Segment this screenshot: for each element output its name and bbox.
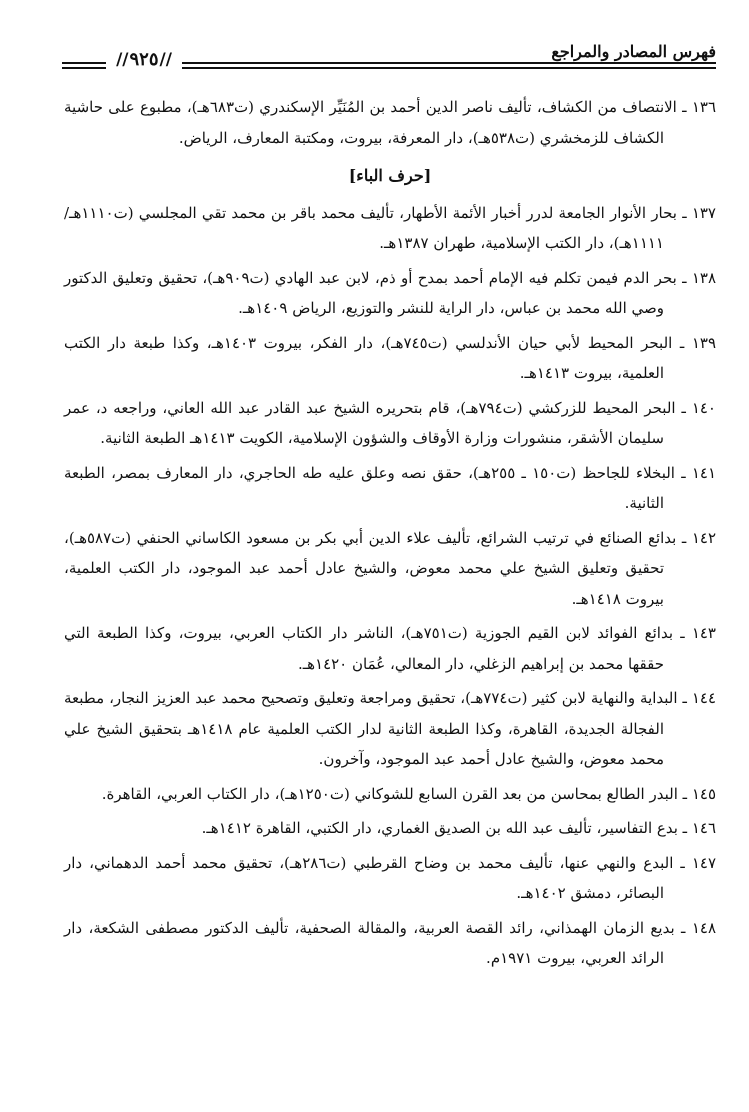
- bibliography-entry: [64, 618, 716, 679]
- bibliography-entry: [64, 848, 716, 909]
- entry-number: ١٣٩: [691, 333, 716, 352]
- ornament-slashes: //: [159, 50, 172, 70]
- header-rule: [182, 67, 716, 69]
- entry-text: ـ بدع التفاسير، تأليف عبد الله بن الصديق الغماري، دار الكتبي، القاهرة ١٤١٢هـ.: [201, 819, 688, 837]
- section-heading: [حرف الباء]: [348, 166, 432, 185]
- bibliography-entry: [64, 779, 716, 810]
- entry-number: ١٣٨: [691, 268, 716, 287]
- entry-text: ـ بدائع الصنائع في ترتيب الشرائع، تأليف علاء الدين أبي بكر بن مسعود الكاساني الحنفي (ت٥٨٧هـ)، تحقيق وتعليق الشيخ علي محمد معوض، والشيخ عادل أحمد عبد الموجود، دار الكتب العلمية، بيروت ١٤١٨هـ.: [64, 528, 687, 608]
- page-number-box: [106, 46, 182, 74]
- header-rule: [62, 62, 106, 64]
- entry-text: ـ بحر الدم فيمن تكلم فيه الإمام أحمد بمدح أو ذم، لابن عبد الهادي (ت٩٠٩هـ)، تحقيق وتعليق الدكتور وصي الله محمد بن عباس، دار الراية للنشر والتوزيع، الرياض ١٤٠٩هـ.: [64, 268, 687, 317]
- entry-text: ـ البدع والنهي عنها، تأليف محمد بن وضاح القرطبي (ت٢٨٦هـ)، تحقيق محمد أحمد الدهماني، دار البصائر، دمشق ١٤٠٢هـ.: [64, 853, 685, 902]
- entry-number: ١٤١: [691, 463, 716, 482]
- ornament-slashes: //: [116, 50, 129, 70]
- entry-text: ـ بدائع الفوائد لابن القيم الجوزية (ت٧٥١هـ)، الناشر دار الكتاب العربي، بيروت، وكذا الطبعة التي حققها محمد بن إبراهيم الزغلي، دار المعالي، عُمَان ١٤٢٠هـ.: [64, 624, 685, 673]
- bibliography-entry: [64, 813, 716, 844]
- entry-number: ١٤٨: [691, 918, 716, 937]
- entry-number: ١٤٠: [691, 398, 716, 417]
- running-title: فهرس المصادر والمراجع: [551, 42, 716, 61]
- entry-number: ١٣٦: [691, 98, 716, 116]
- entry-text: ـ البخلاء للجاحظ (ت١٥٠ ـ ٢٥٥هـ)، حقق نصه وعلق عليه طه الحاجري، دار المعارف بمصر، الطبعة الثانية.: [64, 463, 686, 512]
- bibliography-entry: [64, 328, 716, 389]
- bibliography-entry: [64, 458, 716, 519]
- entry-text: ـ بحار الأنوار الجامعة لدرر أخبار الأئمة الأطهار، تأليف محمد باقر بن محمد تقي المجلسي (ت١١١٠هـ/١١١١هـ)، دار الكتب الإسلامية، طهران ١٣٨٧هـ.: [64, 203, 687, 252]
- entry-text: ـ الانتصاف من الكشاف، تأليف ناصر الدين أحمد بن المُنَيِّر الإسكندري (ت٦٨٣هـ)، مطبوع على حاشية الكشاف للزمخشري (ت٥٣٨هـ)، دار المعرفة، بيروت، ومكتبة المعارف، الرياض.: [64, 98, 687, 147]
- entry-text: ـ البحر المحيط لأبي حيان الأندلسي (ت٧٤٥هـ)، دار الفكر، بيروت ١٤٠٣هـ، وكذا طبعة دار الكتب العلمية، بيروت ١٤١٣هـ.: [64, 333, 685, 382]
- entry-number: ١٤٥: [691, 784, 716, 803]
- entry-text: ـ البداية والنهاية لابن كثير (ت٧٧٤هـ)، تحقيق ومراجعة وتعليق وتصحيح محمد عبد العزيز النجار، مطبعة الفجالة الجديدة، القاهرة، وكذا الطبعة الثانية لدار الكتب العلمية عام ١٤١٨هـ بتحقيق الشيخ علي محمد معوض، والشيخ عادل أحمد عبد الموجود، وآخرون.: [64, 689, 687, 768]
- bibliography-list: [64, 92, 716, 978]
- bibliography-entry: [64, 683, 716, 775]
- header-rule: [62, 67, 106, 69]
- entry-number: ١٤٦: [691, 819, 716, 837]
- page-header: [62, 40, 716, 78]
- entry-number: ١٤٢: [691, 528, 716, 547]
- entry-number: ١٣٧: [691, 203, 716, 222]
- bibliography-entry: [64, 393, 716, 454]
- bibliography-entry: [64, 198, 716, 259]
- bibliography-entry: [64, 913, 716, 974]
- entry-number: ١٤٤: [691, 689, 717, 707]
- header-rule: [182, 62, 716, 64]
- entry-text: ـ بديع الزمان الهمذاني، رائد القصة العربية، والمقالة الصحفية، تأليف الدكتور مصطفى الشكعة، دار الرائد العربي، بيروت ١٩٧١م.: [64, 918, 686, 967]
- bibliography-entry: [64, 523, 716, 615]
- page-number: ٩٢٥: [129, 49, 159, 70]
- entry-text: ـ البحر المحيط للزركشي (ت٧٩٤هـ)، قام بتحريره الشيخ عبد القادر عبد الله العاني، وراجعه د، عمر سليمان الأشقر، منشورات وزارة الأوقاف والشؤون الإسلامية، الكويت ١٤١٣هـ الطبعة الثانية.: [64, 398, 686, 447]
- bibliography-entry: [64, 263, 716, 324]
- entry-number: ١٤٧: [691, 853, 716, 872]
- bibliography-entry: [64, 92, 716, 153]
- entry-text: ـ البدر الطالع بمحاسن من بعد القرن السابع للشوكاني (ت١٢٥٠هـ)، دار الكتاب العربي، القاهرة.: [101, 784, 688, 803]
- entry-number: ١٤٣: [691, 624, 716, 642]
